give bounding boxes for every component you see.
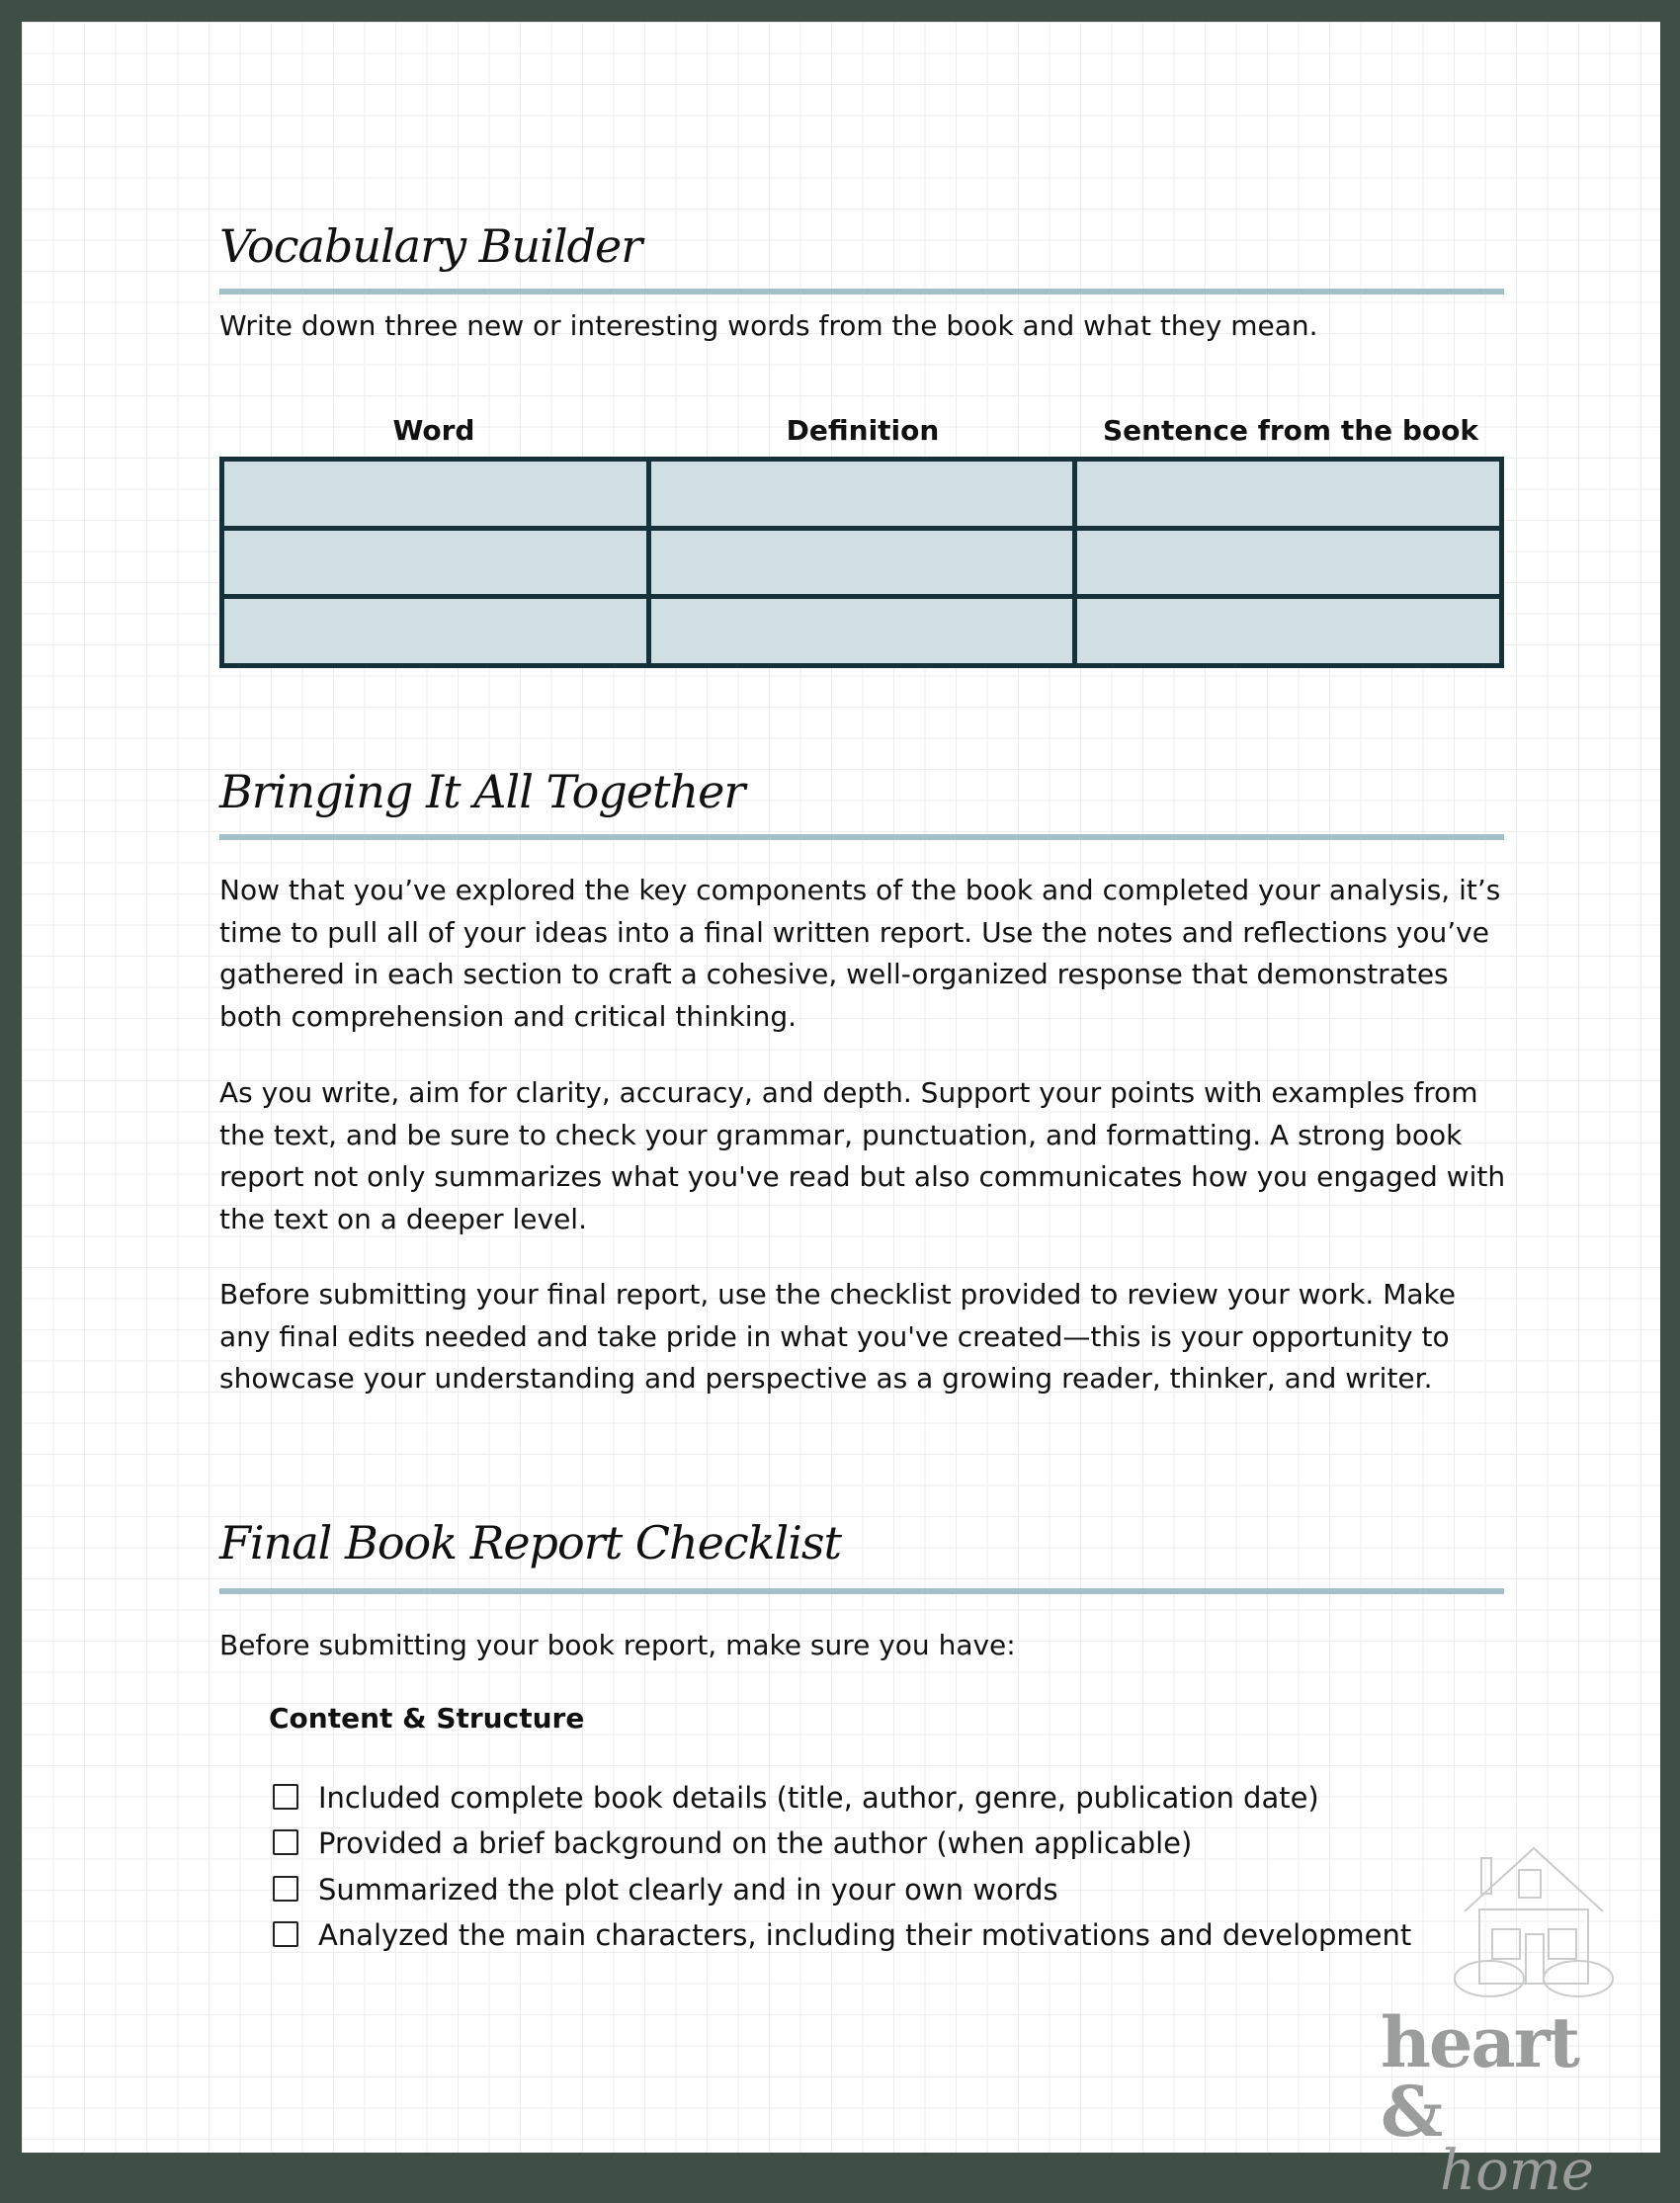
word-cell[interactable] [222, 528, 649, 597]
worksheet-page [22, 22, 1660, 2203]
definition-cell[interactable] [648, 597, 1075, 666]
column-header-sentence: Sentence from the book [1102, 414, 1479, 447]
sentence-cell[interactable] [1075, 528, 1502, 597]
sentence-cell[interactable] [1075, 597, 1502, 666]
word-cell[interactable] [222, 597, 649, 666]
house-illustration-icon [1445, 1840, 1623, 2008]
checklist-item-label: Summarized the plot clearly and in your own words [318, 1873, 1058, 1906]
heart-and-home-logo [1381, 2001, 1657, 2203]
paragraph: Now that you’ve explored the key components of the book and completed your analysis, it’s time to pull all of your ideas into a final written report. Use the notes and reflections you’ve gathered in each section to craft a cohesive, well-organized response that demonstrates both comprehension and critical thinking. [219, 874, 1501, 1033]
checklist-item[interactable] [273, 1873, 1058, 1906]
checklist-item[interactable] [273, 1781, 1319, 1815]
checkbox[interactable] [273, 1784, 298, 1810]
checklist-item[interactable] [273, 1918, 1411, 1952]
definition-cell[interactable] [648, 528, 1075, 597]
table-row [222, 528, 1502, 597]
table-row [222, 460, 1502, 529]
checklist-item-label: Analyzed the main characters, including their motivations and development [318, 1918, 1412, 1952]
word-cell[interactable] [222, 460, 649, 529]
section-divider [219, 289, 1504, 295]
paragraph: Before submitting your final report, use the checklist provided to review your work. Make any final edits needed and take pride in what you've created—this is your opportunity to showcase your understanding and perspective as a growing reader, thinker, and writer. [219, 1278, 1456, 1395]
definition-cell[interactable] [648, 460, 1075, 529]
checklist-title: Final Book Report Checklist [219, 1516, 841, 1569]
column-header-word: Word [392, 414, 475, 447]
section-divider [219, 834, 1504, 840]
vocabulary-instruction: Write down three new or interesting words from the book and what they mean. [219, 309, 1318, 342]
checklist-item-label: Provided a brief background on the author (when applicable) [318, 1826, 1193, 1860]
section-divider [219, 1588, 1504, 1594]
logo-line1: heart & [1381, 2001, 1578, 2153]
checkbox[interactable] [273, 1829, 298, 1855]
vocabulary-title: Vocabulary Builder [219, 219, 642, 273]
logo-line2: home [1440, 2139, 1595, 2203]
paragraph: As you write, aim for clarity, accuracy, and depth. Support your points with examples from the text, and be sure to check your grammar, punctuation, and formatting. A strong book report not only summarizes what you've read but also communicates how you engaged with the text on a deeper level. [219, 1076, 1506, 1235]
table-row [222, 597, 1502, 666]
checkbox[interactable] [273, 1921, 298, 1947]
together-title: Bringing It All Together [219, 765, 745, 818]
checklist-item-label: Included complete book details (title, author, genre, publication date) [318, 1781, 1319, 1815]
column-header-definition: Definition [786, 414, 940, 447]
checklist-item[interactable] [273, 1826, 1192, 1860]
vocabulary-table [219, 457, 1504, 668]
checklist-intro: Before submitting your book report, make sure you have: [219, 1629, 1016, 1661]
checkbox[interactable] [273, 1876, 298, 1902]
sentence-cell[interactable] [1075, 460, 1502, 529]
checklist-subheading: Content & Structure [269, 1702, 585, 1735]
